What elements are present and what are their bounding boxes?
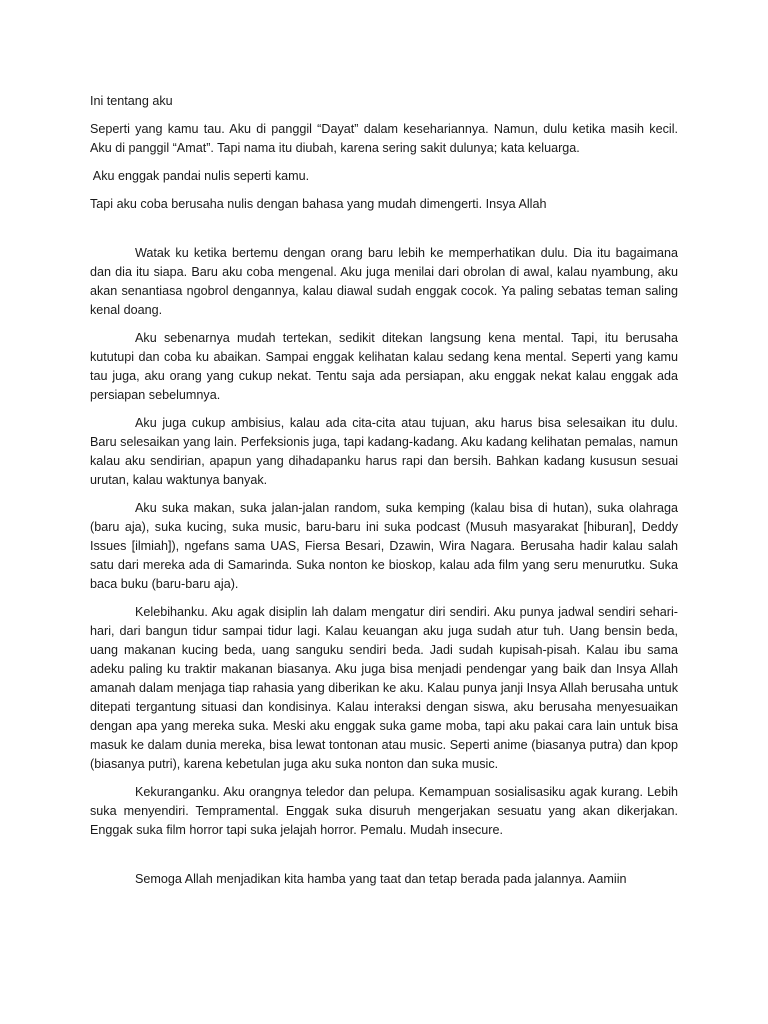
- document-content: [90, 92, 678, 898]
- intro-paragraph-1: Seperti yang kamu tau. Aku di panggil “Dayat” dalam kesehariannya. Namun, dulu ketika masih kecil. Aku di panggil “Amat”. Tapi nama itu diubah, karena sering sakit dulunya; kata keluarga.: [90, 122, 678, 155]
- intro-paragraph-2: Aku enggak pandai nulis seperti kamu.: [90, 169, 310, 183]
- intro-paragraph-3: Tapi aku coba berusaha nulis dengan bahasa yang mudah dimengerti. Insya Allah: [90, 197, 547, 211]
- body-paragraph-watak: Watak ku ketika bertemu dengan orang baru lebih ke memperhatikan dulu. Dia itu bagaimana dan dia itu siapa. Baru aku coba mengenal. Aku juga menilai dari obrolan di awal, kalau nyambung, aku akan senantiasa ngobrol dengannya, kalau diawal sudah enggak cocok. Ya paling sebatas teman saling kenal doang.: [90, 246, 678, 317]
- body-paragraph-hobi: Aku suka makan, suka jalan-jalan random, suka kemping (kalau bisa di hutan), suka olahraga (baru aja), suka kucing, suka music, baru-baru ini suka podcast (Musuh masyarakat [hiburan], Deddy Issues [ilmiah]), ngefans sama UAS, Fiersa Besari, Dzawin, Wira Nagara. Berusaha hadir kalau salah satu dari mereka ada di Samarinda. Suka nonton ke bioskop, kalau ada film yang seru menurutku. Suka baca buku (baru-baru aja).: [90, 501, 678, 591]
- body-paragraph-kekurangan: Kekuranganku. Aku orangnya teledor dan pelupa. Kemampuan sosialisasiku agak kurang. Lebih suka menyendiri. Tempramental. Enggak suka disuruh mengerjakan sesuatu yang akan dikerjakan. Enggak suka film horror tapi suka jelajah horror. Pemalu. Mudah insecure.: [90, 785, 678, 837]
- closing-line: Semoga Allah menjadikan kita hamba yang taat dan tetap berada pada jalannya. Aamiin: [135, 872, 627, 886]
- document-title-line: Ini tentang aku: [90, 94, 173, 108]
- body-paragraph-kelebihan: Kelebihanku. Aku agak disiplin lah dalam mengatur diri sendiri. Aku punya jadwal sendiri sehari-hari, dari bangun tidur sampai tidur lagi. Kalau keuangan aku juga sudah atur tuh. Uang bensin beda, uang makanan kucing beda, uang sanguku sendiri beda. Jadi sudah kupisah-pisah. Kalau ibu sama adeku paling ku traktir makanan biasanya. Aku juga bisa menjadi pendengar yang baik dan Insya Allah amanah dalam menjaga tiap rahasia yang diberikan ke aku. Kalau punya janji Insya Allah berusaha untuk ditepati tergantung situasi dan kondisinya. Kalau interaksi dengan siswa, aku berusaha menyesuaikan dengan apa yang mereka suka. Meski aku enggak suka game moba, tapi aku pakai cara lain untuk bisa masuk ke dalam dunia mereka, bisa lewat tontonan atau music. Seperti anime (biasanya putra) dan kpop (biasanya putri), karena kebetulan juga aku suka nonton dan suka music.: [90, 605, 678, 771]
- body-paragraph-tertekan: Aku sebenarnya mudah tertekan, sedikit ditekan langsung kena mental. Tapi, itu berusaha kututupi dan coba ku abaikan. Sampai enggak kelihatan kalau sedang kena mental. Seperti yang kamu tau juga, aku orang yang cukup nekat. Tentu saja ada persiapan, aku enggak nekat kalau enggak ada persiapan sebelumnya.: [90, 331, 678, 402]
- body-paragraph-ambisius: Aku juga cukup ambisius, kalau ada cita-cita atau tujuan, aku harus bisa selesaikan itu dulu. Baru selesaikan yang lain. Perfeksionis juga, tapi kadang-kadang. Aku kadang kelihatan pemalas, namun kalau aku sendirian, apapun yang dihadapanku harus rapi dan bersih. Bahkan kadang kususun sesuai urutan, kalau waktunya banyak.: [90, 416, 678, 487]
